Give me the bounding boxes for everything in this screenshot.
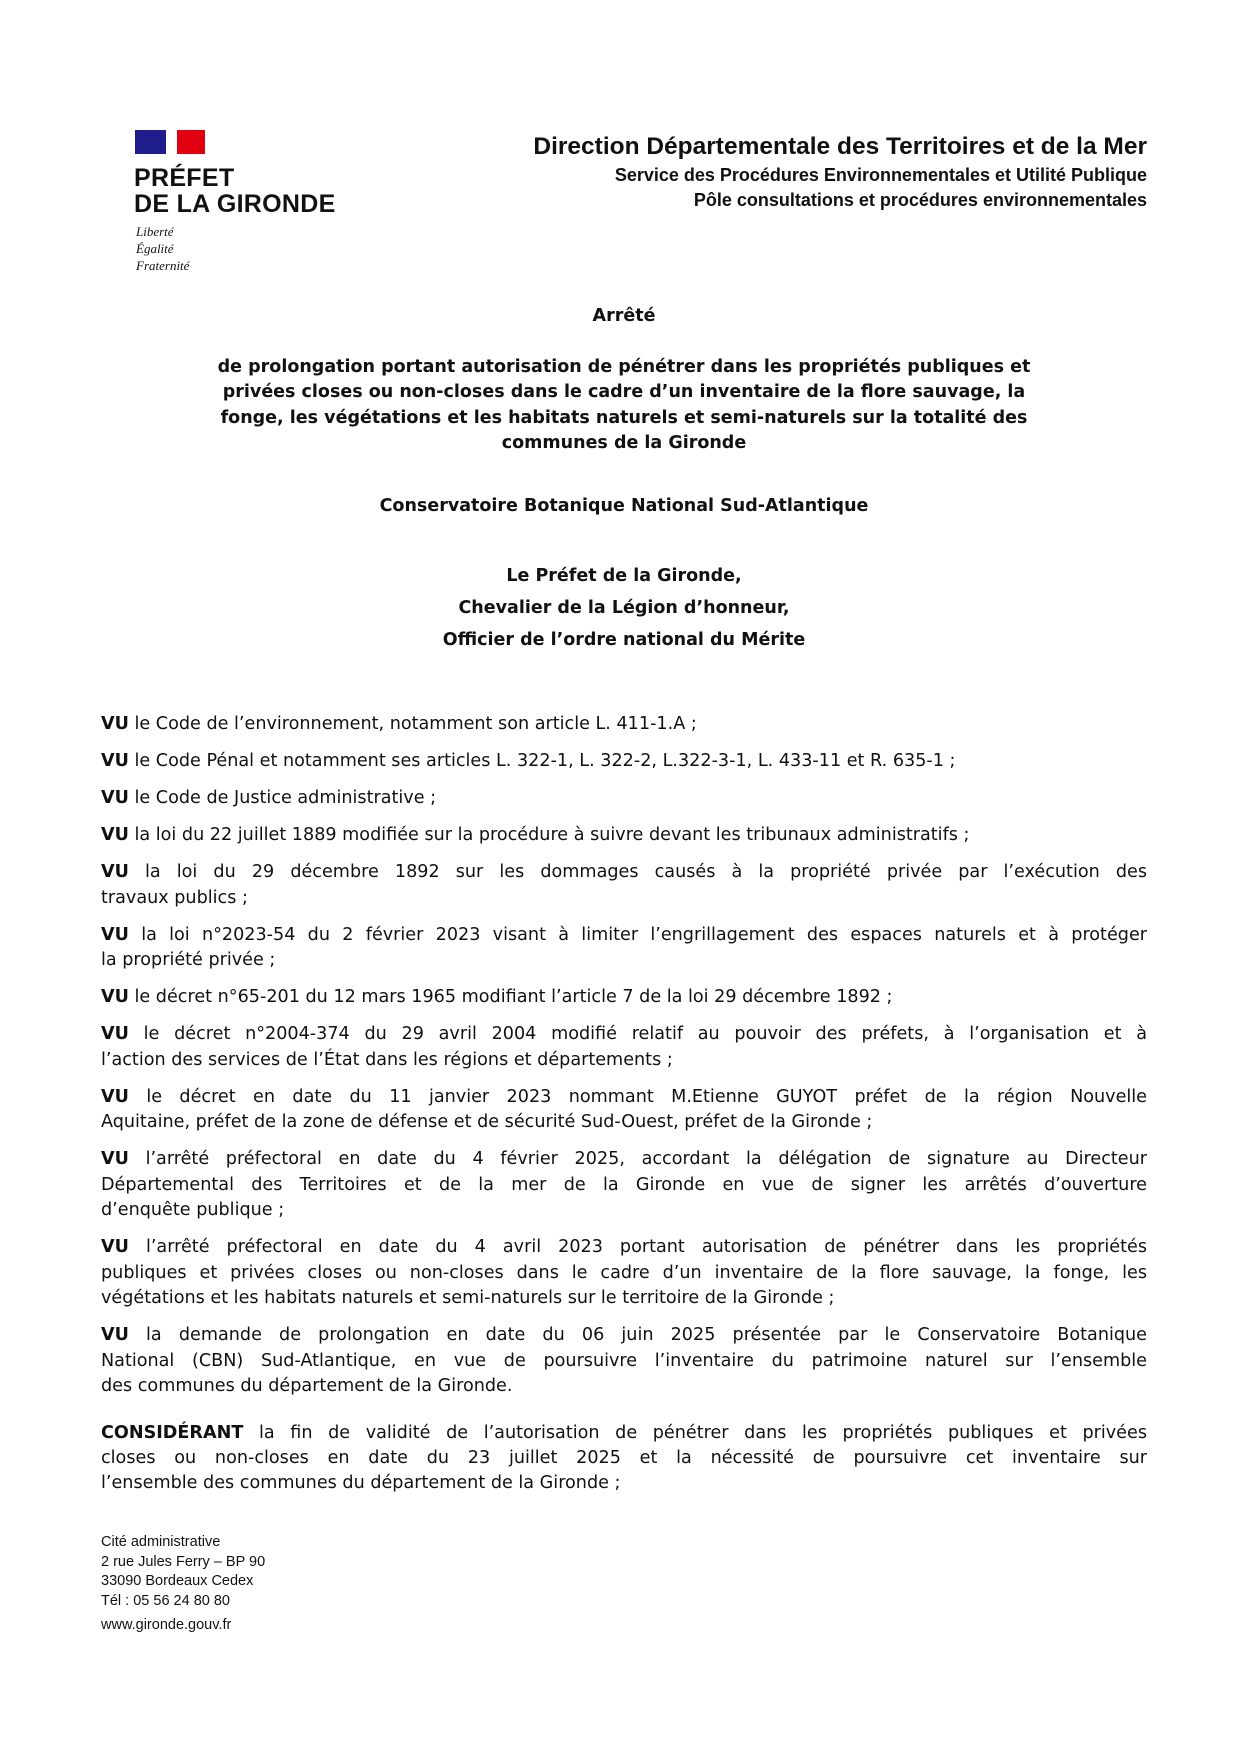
footer-address: [101, 1533, 265, 1611]
clause-line: [101, 860, 1147, 885]
clause-text: la loi n°2023-54 du 2 février 2023 visant à limiter l’engrillagement des espaces naturels et à protéger: [141, 924, 1148, 945]
clause-line: [101, 886, 1147, 911]
clause-line: [101, 1446, 1147, 1471]
clause-text: la propriété privée ;: [101, 950, 276, 971]
clause-text: le Code de Justice administrative ;: [134, 788, 437, 809]
subject-line: de prolongation portant autorisation de pénétrer dans les propriétés publiques et: [217, 357, 1031, 377]
clause-text: National (CBN) Sud-Atlantique, en vue de poursuivre l’inventaire du patrimoine naturel sur l’ensemble: [101, 1350, 1147, 1371]
clause-keyword: VU: [101, 751, 129, 772]
motto-fraternite: Fraternité: [136, 258, 190, 273]
clause-text: le décret en date du 11 janvier 2023 nommant M.Etienne GUYOT préfet de la région Nouvelle: [146, 1086, 1148, 1107]
clause-keyword: VU: [101, 1086, 129, 1107]
motto-egalite: Égalité: [136, 241, 174, 256]
authority-line: Officier de l’ordre national du Mérite: [442, 630, 806, 650]
website-link[interactable]: www.gironde.gouv.fr: [101, 1617, 232, 1633]
clause-text: d’enquête publique ;: [101, 1200, 285, 1221]
clause-keyword: VU: [101, 1024, 129, 1045]
clause-text: l’action des services de l’État dans les régions et départements ;: [101, 1049, 673, 1070]
marianne-logo-flag: [135, 130, 205, 154]
clause-keyword: VU: [101, 862, 129, 883]
clause-keyword: VU: [101, 987, 129, 1008]
vu-clause: [101, 923, 1147, 974]
clause-line: [101, 948, 1147, 973]
logo-prefet: PRÉFET: [134, 164, 235, 192]
subject-line: communes de la Gironde: [501, 433, 747, 454]
clause-text: la loi du 29 décembre 1892 sur les dommages causés à la propriété privée par l’exécution des: [145, 862, 1148, 883]
clause-keyword: VU: [101, 714, 129, 734]
clause-text: Départemental des Territoires et de la mer de la Gironde en vue de signer les arrêtés d’ouverture: [101, 1174, 1147, 1195]
clause-text: publiques et privées closes ou non-closes dans le cadre d’un inventaire de la flore sauvage, la fonge, les: [101, 1262, 1147, 1283]
clause-text: closes ou non-closes en date du 23 juillet 2025 et la nécessité de poursuivre cet inventaire sur: [101, 1447, 1147, 1468]
phone: Tél : 05 56 24 80 80: [101, 1592, 230, 1609]
clause-keyword: VU: [101, 788, 129, 809]
authority-line: Chevalier de la Légion d’honneur,: [458, 598, 790, 618]
clause-line: [101, 1110, 1147, 1135]
clause-line: [101, 985, 1147, 1010]
authority-line: Le Préfet de la Gironde,: [506, 566, 742, 586]
address-line: 33090 Bordeaux Cedex: [101, 1573, 254, 1589]
clause-keyword: VU: [101, 1149, 129, 1170]
header-service: Service des Procédures Environnementales et Utilité Publique: [614, 165, 1147, 185]
document-body: [101, 712, 1147, 1508]
subject-line: fonge, les végétations et les habitats naturels et semi-naturels sur la totalité des: [220, 407, 1028, 428]
vu-clause: [101, 1085, 1147, 1136]
address-line: Cité administrative: [101, 1534, 221, 1550]
clause-line: [101, 1147, 1147, 1172]
document-type: Arrêté: [592, 306, 656, 326]
subject-line: privées closes ou non-closes dans le cadre d’un inventaire de la flore sauvage, la: [222, 382, 1026, 403]
clause-line: [101, 1085, 1147, 1110]
clause-line: [101, 1198, 1147, 1223]
vu-clause: [101, 1147, 1147, 1223]
clause-line: [101, 1349, 1147, 1374]
clause-line: [101, 1022, 1147, 1047]
clause-keyword: CONSIDÉRANT: [101, 1422, 244, 1443]
clause-line: [101, 786, 1147, 811]
vu-clause: [101, 749, 1147, 774]
vu-clause: [101, 985, 1147, 1010]
clause-text: la demande de prolongation en date du 06 juin 2025 présentée par le Conservatoire Botanique: [146, 1325, 1148, 1346]
clause-line: [101, 749, 1147, 774]
clause-line: [101, 1235, 1147, 1260]
vu-clause: [101, 1022, 1147, 1073]
clause-line: [101, 1048, 1147, 1073]
considerant-clause: [101, 1421, 1147, 1497]
clause-text: la fin de validité de l’autorisation de pénétrer dans les propriétés publiques et privées: [258, 1422, 1147, 1443]
clause-line: [101, 1323, 1147, 1348]
clause-line: [101, 923, 1147, 948]
clause-text: Aquitaine, préfet de la zone de défense et de sécurité Sud-Ouest, préfet de la Gironde ;: [101, 1112, 873, 1133]
document-subject: [101, 355, 1147, 457]
clause-keyword: VU: [101, 924, 129, 945]
vu-clause: [101, 712, 1147, 737]
logo-gironde: DE LA GIRONDE: [134, 190, 336, 218]
vu-clause: [101, 1323, 1147, 1399]
clause-text: le décret n°2004-374 du 29 avril 2004 modifié relatif au pouvoir des préfets, à l’organisation et à: [143, 1024, 1148, 1045]
vu-clause: [101, 786, 1147, 811]
clause-text: le Code Pénal et notamment ses articles L. 322-1, L. 322-2, L.322-3-1, L. 433-11 et R. 635-1 ;: [134, 751, 956, 772]
clause-line: [101, 712, 1147, 737]
authority: [101, 560, 1147, 656]
vu-clause: [101, 823, 1147, 848]
vu-clause: [101, 860, 1147, 911]
header-pole: Pôle consultations et procédures environnementales: [693, 190, 1147, 210]
clause-text: des communes du département de la Gironde.: [101, 1376, 513, 1397]
clause-text: travaux publics ;: [101, 887, 248, 908]
clause-line: [101, 1421, 1147, 1446]
header-title: Direction Départementale des Territoires et de la Mer: [533, 133, 1147, 160]
clause-keyword: VU: [101, 1325, 129, 1346]
clause-text: l’arrêté préfectoral en date du 4 avril 2023 portant autorisation de pénétrer dans les propriétés: [145, 1237, 1148, 1258]
clause-line: [101, 1286, 1147, 1311]
clause-text: végétations et les habitats naturels et semi-naturels sur le territoire de la Gironde ;: [101, 1288, 835, 1309]
clause-line: [101, 1261, 1147, 1286]
logo-motto: [136, 223, 189, 274]
motto-liberte: Liberté: [136, 224, 174, 239]
clause-line: [101, 823, 1147, 848]
clause-line: [101, 1173, 1147, 1198]
clause-line: [101, 1374, 1147, 1399]
vu-clause: [101, 1235, 1147, 1311]
clause-line: [101, 1471, 1147, 1496]
clause-text: l’arrêté préfectoral en date du 4 février 2025, accordant la délégation de signature au Directeur: [145, 1149, 1147, 1170]
clause-keyword: VU: [101, 825, 129, 846]
clause-text: l’ensemble des communes du département de la Gironde ;: [101, 1473, 621, 1494]
clause-text: la loi du 22 juillet 1889 modifiée sur la procédure à suivre devant les tribunaux administratifs ;: [134, 825, 970, 846]
beneficiary: Conservatoire Botanique National Sud-Atlantique: [379, 496, 869, 516]
clause-text: le décret n°65-201 du 12 mars 1965 modifiant l’article 7 de la loi 29 décembre 1892 ;: [134, 987, 893, 1008]
address-line: 2 rue Jules Ferry – BP 90: [101, 1553, 266, 1570]
clause-text: le Code de l’environnement, notamment son article L. 411-1.A ;: [134, 714, 697, 734]
clause-keyword: VU: [101, 1237, 129, 1258]
